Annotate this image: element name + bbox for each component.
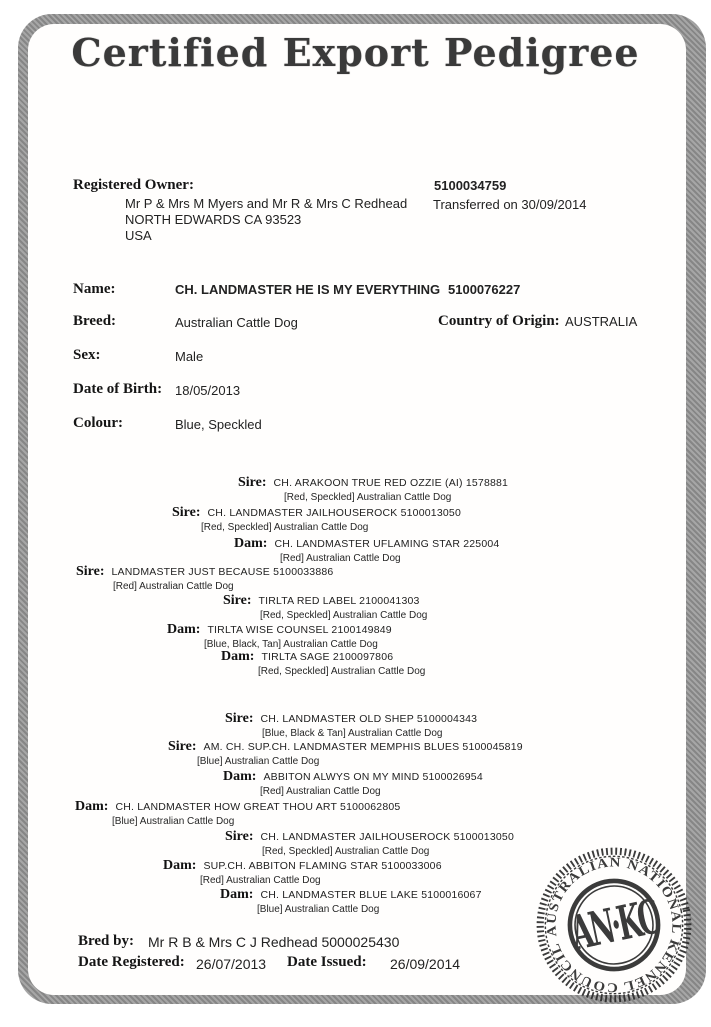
dog-breed: Australian Cattle Dog bbox=[175, 315, 298, 330]
registered-owner-name: Mr P & Mrs M Myers and Mr R & Mrs C Redhead bbox=[125, 196, 408, 211]
bred-by-label: Bred by: bbox=[78, 933, 134, 949]
sex-label: Sex: bbox=[73, 347, 101, 363]
ankc-monogram-text: AN·KC bbox=[566, 890, 663, 962]
registered-owner-address: NORTH EDWARDS CA 93523 bbox=[125, 212, 302, 227]
pedigree-entry: Dam: TIRLTA WISE COUNSEL 2100149849 [Blue, Black, Tan] Australian Cattle Dog bbox=[167, 622, 392, 650]
owner-registration-number: 5100034759 bbox=[434, 178, 507, 193]
bred-by: Mr R B & Mrs C J Redhead 5000025430 bbox=[148, 934, 400, 950]
dog-sex: Male bbox=[175, 349, 204, 364]
country-of-origin-label: Country of Origin: bbox=[438, 313, 560, 329]
date-registered-label: Date Registered: bbox=[78, 954, 185, 970]
country-of-origin: AUSTRALIA bbox=[565, 314, 638, 329]
pedigree-entry-dam: Dam: CH. LANDMASTER HOW GREAT THOU ART 5100062805 [Blue] Australian Cattle Dog bbox=[75, 799, 401, 827]
pedigree-entry: Sire: CH. LANDMASTER JAILHOUSEROCK 5100013050 [Red, Speckled] Australian Cattle Dog bbox=[172, 505, 461, 533]
dog-date-of-birth: 18/05/2013 bbox=[175, 383, 241, 398]
date-of-birth-label: Date of Birth: bbox=[73, 381, 163, 397]
name-label: Name: bbox=[73, 281, 116, 297]
date-issued-label: Date Issued: bbox=[287, 954, 367, 970]
pedigree-entry-sire: Sire: LANDMASTER JUST BECAUSE 5100033886 [Red] Australian Cattle Dog bbox=[76, 564, 334, 592]
dog-colour: Blue, Speckled bbox=[175, 417, 262, 432]
pedigree-entry: Dam: CH. LANDMASTER BLUE LAKE 5100016067 [Blue] Australian Cattle Dog bbox=[220, 887, 482, 915]
pedigree-entry: Dam: TIRLTA SAGE 2100097806 [Red, Speckled] Australian Cattle Dog bbox=[221, 649, 426, 677]
pedigree-entry: Dam: SUP.CH. ABBITON FLAMING STAR 5100033006 [Red] Australian Cattle Dog bbox=[163, 858, 442, 886]
ankc-seal-graphic bbox=[517, 828, 711, 1023]
pedigree-entry: Dam: CH. LANDMASTER UFLAMING STAR 225004 [Red] Australian Cattle Dog bbox=[234, 536, 500, 564]
pedigree-entry: Sire: CH. LANDMASTER OLD SHEP 5100004343 [Blue, Black & Tan] Australian Cattle Dog bbox=[225, 711, 478, 739]
pedigree-entry: Sire: AM. CH. SUP.CH. LANDMASTER MEMPHIS BLUES 5100045819 [Blue] Australian Cattle Dog bbox=[168, 739, 523, 767]
dog-name: CH. LANDMASTER HE IS MY EVERYTHING bbox=[175, 282, 441, 297]
colour-label: Colour: bbox=[73, 415, 123, 431]
registered-owner-country: USA bbox=[125, 228, 152, 243]
ankc-seal bbox=[517, 828, 711, 1023]
pedigree-entry: Sire: CH. LANDMASTER JAILHOUSEROCK 5100013050 [Red, Speckled] Australian Cattle Dog bbox=[225, 829, 514, 857]
certificate-title: Certified Export Pedigree bbox=[71, 30, 640, 75]
pedigree-entry: Sire: TIRLTA RED LABEL 2100041303 [Red, Speckled] Australian Cattle Dog bbox=[223, 593, 428, 621]
seal-ring-text: AUSTRALIAN NATIONAL KENNEL COUNCIL bbox=[543, 854, 685, 996]
breed-label: Breed: bbox=[73, 313, 117, 329]
dog-number: 5100076227 bbox=[448, 282, 521, 297]
date-issued: 26/09/2014 bbox=[390, 956, 461, 972]
transferred-date: Transferred on 30/09/2014 bbox=[433, 197, 587, 212]
date-registered: 26/07/2013 bbox=[196, 956, 267, 972]
pedigree-entry: Sire: CH. ARAKOON TRUE RED OZZIE (AI) 1578881 [Red, Speckled] Australian Cattle Dog bbox=[238, 475, 509, 503]
registered-owner-label: Registered Owner: bbox=[73, 177, 194, 193]
pedigree-entry: Dam: ABBITON ALWYS ON MY MIND 5100026954 [Red] Australian Cattle Dog bbox=[223, 769, 483, 797]
